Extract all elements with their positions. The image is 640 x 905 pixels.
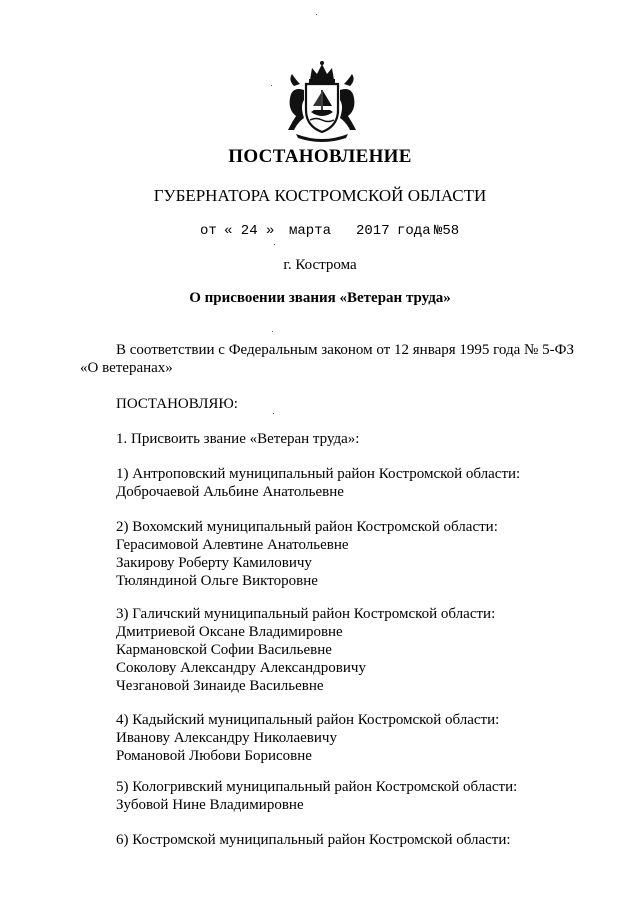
district-name: 1) Антроповский муниципальный район Костромской области: <box>116 466 521 482</box>
document-number: №58 <box>434 223 460 239</box>
person-name: Иванову Александру Николаевичу <box>116 730 337 746</box>
issuer-title: ГУБЕРНАТОРА КОСТРОМСКОЙ ОБЛАСТИ <box>153 186 487 205</box>
district-name: 6) Костромской муниципальный район Костромской области: <box>116 832 511 848</box>
person-name: Доброчаевой Альбине Анатольевне <box>116 484 344 500</box>
item-1-text: 1. Присвоить звание «Ветеран труда»: <box>116 431 360 447</box>
district-block <box>116 605 586 695</box>
scan-speck <box>271 85 272 86</box>
document-title: ПОСТАНОВЛЕНИЕ <box>228 146 412 167</box>
district-block <box>116 465 586 501</box>
date-line <box>200 223 500 243</box>
date-month: марта <box>289 223 332 239</box>
date-day: « 24 » <box>224 223 275 239</box>
district-name: 4) Кадыйский муниципальный район Костромской области: <box>116 712 500 728</box>
intro-paragraph: В соответствии с Федеральным законом от 12 января 1995 года № 5-ФЗ «О ветеранах» <box>80 342 574 376</box>
district-block <box>116 711 586 765</box>
district-name: 5) Кологривский муниципальный район Костромской области: <box>116 779 518 795</box>
scan-speck <box>274 244 275 245</box>
city-name: г. Кострома <box>283 257 357 273</box>
date-year-word: года <box>397 223 431 239</box>
person-name: Романовой Любови Борисовне <box>116 748 312 764</box>
district-block <box>116 518 586 590</box>
district-block <box>116 831 586 849</box>
district-name: 3) Галичский муниципальный район Костромской области: <box>116 606 496 622</box>
person-name: Соколову Александру Александровичу <box>116 660 366 676</box>
subject-heading: О присвоении звания «Ветеран труда» <box>189 290 451 306</box>
district-name: 2) Вохомский муниципальный район Костромской области: <box>116 519 498 535</box>
person-name: Закирову Роберту Камиловичу <box>116 555 312 571</box>
person-name: Чезгановой Зинаиде Васильевне <box>116 678 324 694</box>
district-block <box>116 778 586 814</box>
date-year: 2017 <box>356 223 390 239</box>
person-name: Тюляндиной Ольге Викторовне <box>116 573 318 589</box>
person-name: Кармановской Софии Васильевне <box>116 642 332 658</box>
scan-speck <box>316 14 317 15</box>
person-name: Дмитриевой Оксане Владимировне <box>116 624 343 640</box>
coat-of-arms-emblem <box>282 60 362 142</box>
scan-speck <box>273 413 274 414</box>
decree-word: ПОСТАНОВЛЯЮ: <box>116 396 238 412</box>
person-name: Герасимовой Алевтине Анатольевне <box>116 537 349 553</box>
person-name: Зубовой Нине Владимировне <box>116 797 304 813</box>
date-prefix: от <box>200 223 217 239</box>
scan-speck <box>272 331 273 332</box>
